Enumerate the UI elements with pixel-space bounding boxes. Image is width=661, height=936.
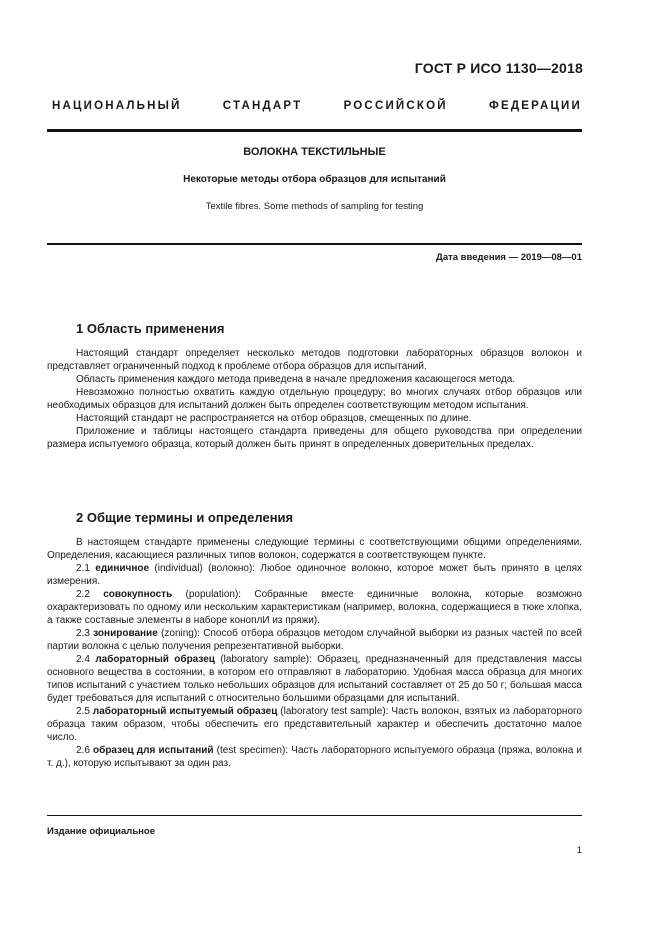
term: образец для испытаний <box>93 745 214 756</box>
term-number: 2.5 <box>76 706 93 717</box>
paragraph: В настоящем стандарте применены следующие термины с соответствующими общими определениями. Определения, касающиеся различных типов волокон, содержатся в соответствующем пункте. <box>47 537 582 561</box>
section-2-heading: 2 Общие термины и определения <box>76 510 294 525</box>
gost-code: ГОСТ Р ИСО 1130—2018 <box>414 60 583 76</box>
section-2-body <box>47 536 582 770</box>
term-definition <box>47 653 582 705</box>
document-title: ВОЛОКНА ТЕКСТИЛЬНЫЕ <box>243 146 386 158</box>
page-number: 1 <box>576 845 582 856</box>
term: совокупность <box>103 589 173 600</box>
paragraph: Настоящий стандарт не распространяется на отбор образцов, смещенных по длине. <box>76 413 472 424</box>
term-number: 2.1 <box>76 563 96 574</box>
paragraph: Приложение и таблицы настоящего стандарта приведены для общего руководства при определении размера испытуемого образца, который должен быть принят в определенных доверительных пределах. <box>47 426 582 450</box>
section-1-heading: 1 Область применения <box>76 321 225 336</box>
term-number: 2.4 <box>76 654 96 665</box>
term-text: (population): Собранные вместе единичные волокна, которые возможно охарактеризовать по одному или нескольким характеристикам (например, волокна, содержащиеся в тюке хлопка, а также составные элементы в наборе коноплИ из пряжи). <box>47 589 582 626</box>
official-edition-label: Издание официальное <box>47 826 155 837</box>
paragraph: Область применения каждого метода приведена в начале предложения касающегося метода. <box>76 374 516 385</box>
document-subtitle: Некоторые методы отбора образцов для испытаний <box>183 174 446 185</box>
term-number: 2.3 <box>76 628 94 639</box>
header-rule <box>47 129 582 132</box>
title-rule <box>47 243 582 245</box>
term-definition <box>47 705 582 744</box>
term-definition <box>47 627 582 653</box>
term-number: 2.2 <box>76 589 104 600</box>
introduction-date: Дата введения — 2019—08—01 <box>436 252 582 263</box>
term: лабораторный образец <box>95 654 215 665</box>
footer-rule <box>47 815 582 816</box>
section-1-body <box>47 347 582 451</box>
term-text: (laboratory test sample): Часть волокон, взятых из лабораторного образца таким образом, чтобы обеспечить его представительный характер и обеспечить достаточно малое число. <box>47 706 583 743</box>
document-title-english: Textile fibres. Some methods of sampling for testing <box>205 201 424 212</box>
term-text: (laboratory sample): Образец, предназначенный для представления массы основного вещества в состоянии, в котором его отправляют в лабораторию. Удобная масса образца для многих типов испытаний с участием только небольших образцов для испытаний составляет от 25 до 50 г; большая масса будет требоваться для испытаний с относительно большими образцами для испытаний. <box>47 654 582 704</box>
term: лабораторный испытуемый образец <box>92 706 278 717</box>
term-number: 2.6 <box>76 745 94 756</box>
term-definition <box>47 744 582 770</box>
term-text: (zoning): Способ отбора образцов методом случайной выборки из разных частей по всей партии волокна с целью получения репрезентативной выборки. <box>47 628 582 652</box>
term-definition <box>47 588 582 627</box>
term: единичное <box>95 563 150 574</box>
paragraph: Настоящий стандарт определяет несколько методов подготовки лабораторных образцов волокон и представляет ограниченный подход к проблеме отбора образцов для испытаний. <box>47 348 582 372</box>
national-standard-banner: НАЦИОНАЛЬНЫЙ СТАНДАРТ РОССИЙСКОЙ ФЕДЕРАЦИИ <box>52 100 582 112</box>
term-text: (individual) (волокно): Любое одиночное волокно, которое может быть принято в целях измерения. <box>47 563 582 587</box>
term-definition <box>47 562 582 588</box>
term: зонирование <box>93 628 158 639</box>
term-text: (test specimen): Часть лабораторного испытуемого образца (пряжа, волокна и т. д.), которую испытывают за один раз. <box>47 745 582 769</box>
paragraph: Невозможно полностью охватить каждую отдельную процедуру; во многих случаях отбор образцов или необходимых образцов для испытаний должен быть определен соответствующим методом испытания. <box>47 387 582 411</box>
